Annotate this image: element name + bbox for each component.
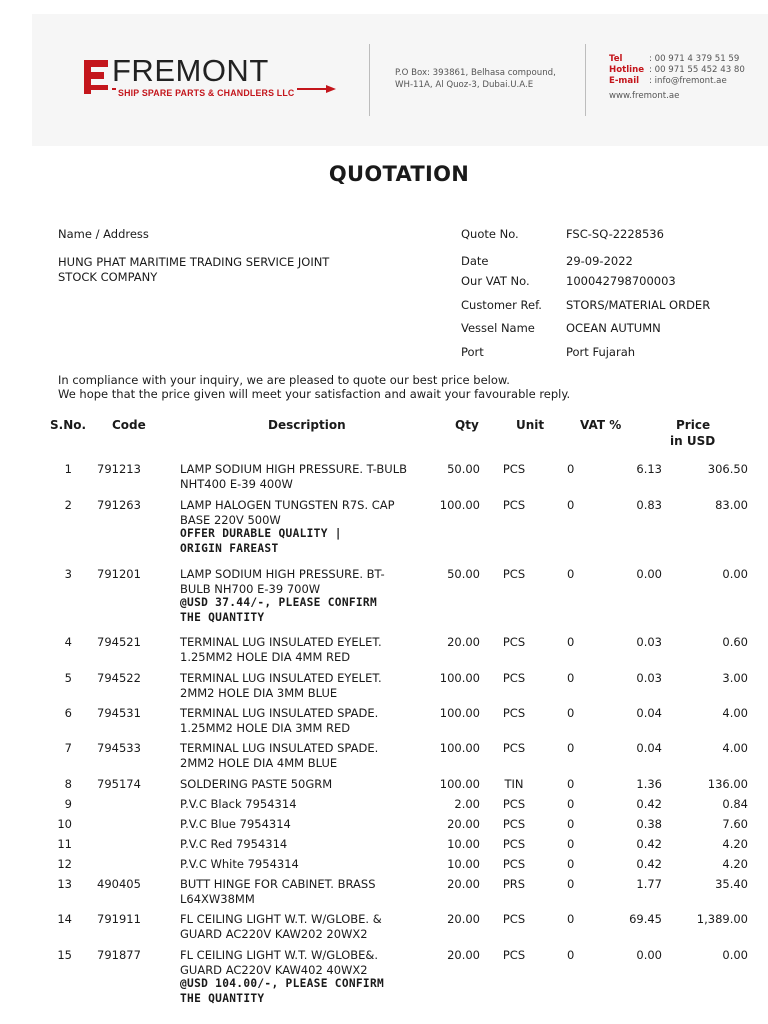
cell-code: 794522 [97, 671, 141, 685]
cell-code: 791263 [97, 498, 141, 512]
cell-sno: 7 [64, 741, 72, 755]
cell-qty: 20.00 [447, 635, 480, 649]
customer-name-line: HUNG PHAT MARITIME TRADING SERVICE JOINT [58, 255, 330, 269]
description-line: LAMP HALOGEN TUNGSTEN R7S. CAP [180, 498, 395, 512]
cell-unit: PCS [502, 817, 526, 831]
cell-unit: PCS [502, 837, 526, 851]
cell-unit: PCS [502, 462, 526, 476]
col-header-qty: Qty [455, 418, 479, 432]
cell-total: 4.20 [722, 837, 748, 851]
contact-email [609, 76, 745, 87]
meta-value: 100042798700003 [566, 274, 676, 288]
cell-code: 490405 [97, 877, 141, 891]
cell-unit-price: 0.38 [636, 817, 662, 831]
cell-sno: 13 [57, 877, 72, 891]
company-address [395, 67, 556, 91]
description-line: 1.25MM2 HOLE DIA 3MM RED [180, 720, 351, 735]
contact-label: E-mail [609, 76, 640, 86]
company-contact [609, 54, 745, 102]
company-logo [82, 53, 342, 104]
cell-qty: 10.00 [447, 857, 480, 871]
intro-line: In compliance with your inquiry, we are pleased to quote our best price below. [58, 373, 510, 387]
cell-qty: 100.00 [439, 741, 480, 755]
cell-vat: 0 [567, 741, 575, 755]
description-line: TERMINAL LUG INSULATED EYELET. [180, 671, 382, 685]
cell-vat: 0 [567, 706, 575, 720]
contact-value: : 00 971 4 379 51 59 [649, 54, 740, 64]
cell-total: 0.00 [722, 567, 748, 581]
cell-code: 795174 [97, 777, 141, 791]
cell-qty: 20.00 [447, 877, 480, 891]
description-line: P.V.C Red 7954314 [180, 837, 288, 851]
cell-vat: 0 [567, 837, 575, 851]
cell-description [180, 797, 430, 812]
meta-value: FSC-SQ-2228536 [566, 227, 664, 241]
contact-tel [609, 54, 745, 65]
cell-description [180, 857, 430, 872]
cell-total: 0.84 [722, 797, 748, 811]
cell-sno: 4 [64, 635, 72, 649]
description-line: LAMP SODIUM HIGH PRESSURE. T-BULB [180, 462, 407, 476]
cell-qty: 100.00 [439, 777, 480, 791]
meta-value: OCEAN AUTUMN [566, 321, 661, 335]
cell-description [180, 462, 430, 491]
cell-total: 136.00 [707, 777, 748, 791]
cell-unit-price: 0.42 [636, 797, 662, 811]
cell-total: 3.00 [722, 671, 748, 685]
cell-total: 7.60 [722, 817, 748, 831]
description-line: TERMINAL LUG INSULATED SPADE. [180, 741, 379, 755]
description-line: 1.25MM2 HOLE DIA 4MM RED [180, 649, 351, 664]
cell-unit: PCS [502, 741, 526, 755]
header-divider [585, 44, 586, 116]
cell-unit-price: 0.83 [636, 498, 662, 512]
cell-vat: 0 [567, 777, 575, 791]
meta-value: 29-09-2022 [566, 254, 633, 268]
cell-vat: 0 [567, 498, 575, 512]
contact-value: : 00 971 55 452 43 80 [649, 65, 745, 75]
address-line: P.O Box: 393861, Belhasa compound, [395, 68, 556, 78]
cell-vat: 0 [567, 671, 575, 685]
meta-label: Customer Ref. [461, 298, 542, 312]
contact-label: Hotline [609, 65, 645, 75]
description-note: @USD 104.00/-, PLEASE CONFIRM [180, 977, 385, 990]
description-line: SOLDERING PASTE 50GRM [180, 777, 333, 791]
meta-label: Vessel Name [461, 321, 535, 335]
cell-unit-price: 0.00 [636, 567, 662, 581]
cell-total: 35.40 [715, 877, 748, 891]
cell-sno: 5 [64, 671, 72, 685]
cell-qty: 100.00 [439, 498, 480, 512]
cell-unit-price: 0.42 [636, 837, 662, 851]
cell-description [180, 635, 430, 664]
col-header-price-unit: in USD [670, 434, 716, 448]
cell-unit: PCS [502, 912, 526, 926]
description-note: THE QUANTITY [180, 610, 265, 624]
cell-code: 794531 [97, 706, 141, 720]
description-line: 2MM2 HOLE DIA 3MM BLUE [180, 685, 338, 700]
cell-sno: 8 [64, 777, 72, 791]
description-line: TERMINAL LUG INSULATED SPADE. [180, 706, 379, 720]
description-line: FL CEILING LIGHT W.T. W/GLOBE&. [180, 948, 379, 962]
meta-label: Port [461, 345, 484, 359]
cell-unit-price: 0.42 [636, 857, 662, 871]
cell-description [180, 706, 430, 735]
cell-total: 0.60 [722, 635, 748, 649]
cell-unit-price: 1.77 [636, 877, 662, 891]
intro-line: We hope that the price given will meet your satisfaction and await your favourable reply. [58, 387, 571, 401]
col-header-unit: Unit [516, 418, 545, 432]
meta-value: Port Fujarah [566, 345, 636, 359]
header-divider [369, 44, 370, 116]
description-line: L64XW38MM [180, 891, 255, 906]
description-line: BASE 220V 500W [180, 512, 281, 527]
description-line: 2MM2 HOLE DIA 4MM BLUE [180, 755, 338, 770]
cell-code: 791911 [97, 912, 141, 926]
cell-code: 791201 [97, 567, 141, 581]
description-line: BUTT HINGE FOR CABINET. BRASS [180, 877, 376, 891]
cell-qty: 100.00 [439, 671, 480, 685]
meta-label: Our VAT No. [461, 274, 530, 288]
intro-text [58, 373, 570, 401]
cell-description [180, 948, 430, 1006]
customer-label: Name / Address [58, 227, 149, 241]
cell-unit-price: 0.04 [636, 741, 662, 755]
company-website: www.fremont.ae [609, 91, 680, 101]
description-line: BULB NH700 E-39 700W [180, 581, 321, 596]
cell-sno: 14 [57, 912, 72, 926]
col-header-vat: VAT % [580, 418, 622, 432]
description-note: ORIGIN FAREAST [180, 541, 279, 555]
cell-qty: 50.00 [447, 567, 480, 581]
description-line: NHT400 E-39 400W [180, 476, 293, 491]
description-note: @USD 37.44/-, PLEASE CONFIRM [180, 596, 377, 609]
cell-unit: PCS [502, 498, 526, 512]
col-header-price: Price [676, 418, 711, 432]
cell-unit: PRS [502, 877, 526, 891]
cell-vat: 0 [567, 797, 575, 811]
cell-total: 83.00 [715, 498, 748, 512]
cell-vat: 0 [567, 635, 575, 649]
cell-unit-price: 69.45 [629, 912, 662, 926]
cell-sno: 2 [64, 498, 72, 512]
cell-total: 0.00 [722, 948, 748, 962]
description-line: TERMINAL LUG INSULATED EYELET. [180, 635, 382, 649]
cell-vat: 0 [567, 567, 575, 581]
cell-description [180, 912, 430, 941]
cell-description [180, 837, 430, 852]
cell-sno: 9 [64, 797, 72, 811]
brand-tagline: SHIP SPARE PARTS & CHANDLERS LLC [118, 88, 295, 98]
cell-description [180, 567, 430, 625]
cell-sno: 15 [57, 948, 72, 962]
meta-value: STORS/MATERIAL ORDER [566, 298, 711, 312]
cell-qty: 20.00 [447, 912, 480, 926]
cell-vat: 0 [567, 948, 575, 962]
description-note: THE QUANTITY [180, 991, 265, 1005]
cell-description [180, 671, 430, 700]
cell-total: 1,389.00 [696, 912, 748, 926]
description-line: P.V.C Black 7954314 [180, 797, 297, 811]
cell-vat: 0 [567, 912, 575, 926]
cell-vat: 0 [567, 877, 575, 891]
cell-unit: PCS [502, 671, 526, 685]
cell-description [180, 817, 430, 832]
description-line: GUARD AC220V KAW202 20WX2 [180, 926, 368, 941]
cell-unit-price: 0.03 [636, 671, 662, 685]
cell-unit: PCS [502, 797, 526, 811]
cell-description [180, 741, 430, 770]
cell-unit: PCS [502, 948, 526, 962]
cell-sno: 6 [64, 706, 72, 720]
description-note: OFFER DURABLE QUALITY | [180, 527, 342, 540]
description-line: GUARD AC220V KAW402 40WX2 [180, 962, 368, 977]
cell-code: 794521 [97, 635, 141, 649]
cell-total: 4.20 [722, 857, 748, 871]
description-line: FL CEILING LIGHT W.T. W/GLOBE. & [180, 912, 382, 926]
cell-unit: PCS [502, 857, 526, 871]
cell-sno: 1 [64, 462, 72, 476]
address-line: WH-11A, Al Quoz-3, Dubai.U.A.E [395, 80, 534, 90]
cell-sno: 12 [57, 857, 72, 871]
contact-hotline [609, 65, 745, 76]
col-header-description: Description [268, 418, 346, 432]
cell-qty: 20.00 [447, 948, 480, 962]
cell-code: 791213 [97, 462, 141, 476]
contact-value: : info@fremont.ae [649, 76, 727, 86]
description-line: P.V.C Blue 7954314 [180, 817, 291, 831]
cell-sno: 3 [64, 567, 72, 581]
cell-code: 791877 [97, 948, 141, 962]
col-header-code: Code [112, 418, 146, 432]
cell-vat: 0 [567, 857, 575, 871]
cell-code: 794533 [97, 741, 141, 755]
cell-description [180, 777, 430, 792]
cell-unit-price: 6.13 [636, 462, 662, 476]
cell-qty: 50.00 [447, 462, 480, 476]
cell-unit-price: 0.00 [636, 948, 662, 962]
document-title: QUOTATION [328, 162, 470, 186]
brand-name: FREMONT [112, 53, 269, 88]
description-line: LAMP SODIUM HIGH PRESSURE. BT- [180, 567, 385, 581]
cell-unit: PCS [502, 635, 526, 649]
meta-label: Date [461, 254, 489, 268]
cell-vat: 0 [567, 817, 575, 831]
cell-unit-price: 1.36 [636, 777, 662, 791]
fremont-logo-mark-icon [82, 58, 112, 96]
cell-qty: 20.00 [447, 817, 480, 831]
customer-name-line: STOCK COMPANY [58, 270, 158, 284]
cell-sno: 10 [57, 817, 72, 831]
contact-label: Tel [609, 54, 623, 64]
cell-unit: TIN [504, 777, 524, 791]
cell-total: 4.00 [722, 706, 748, 720]
cell-total: 4.00 [722, 741, 748, 755]
cell-unit-price: 0.03 [636, 635, 662, 649]
cell-qty: 2.00 [454, 797, 480, 811]
cell-unit: PCS [502, 567, 526, 581]
cell-total: 306.50 [707, 462, 748, 476]
col-header-sno: S.No. [50, 418, 87, 432]
cell-unit-price: 0.04 [636, 706, 662, 720]
meta-label: Quote No. [461, 227, 519, 241]
cell-qty: 100.00 [439, 706, 480, 720]
cell-qty: 10.00 [447, 837, 480, 851]
cell-unit: PCS [502, 706, 526, 720]
description-line: P.V.C White 7954314 [180, 857, 299, 871]
cell-description [180, 877, 430, 906]
cell-vat: 0 [567, 462, 575, 476]
cell-sno: 11 [57, 837, 72, 851]
cell-description [180, 498, 430, 556]
